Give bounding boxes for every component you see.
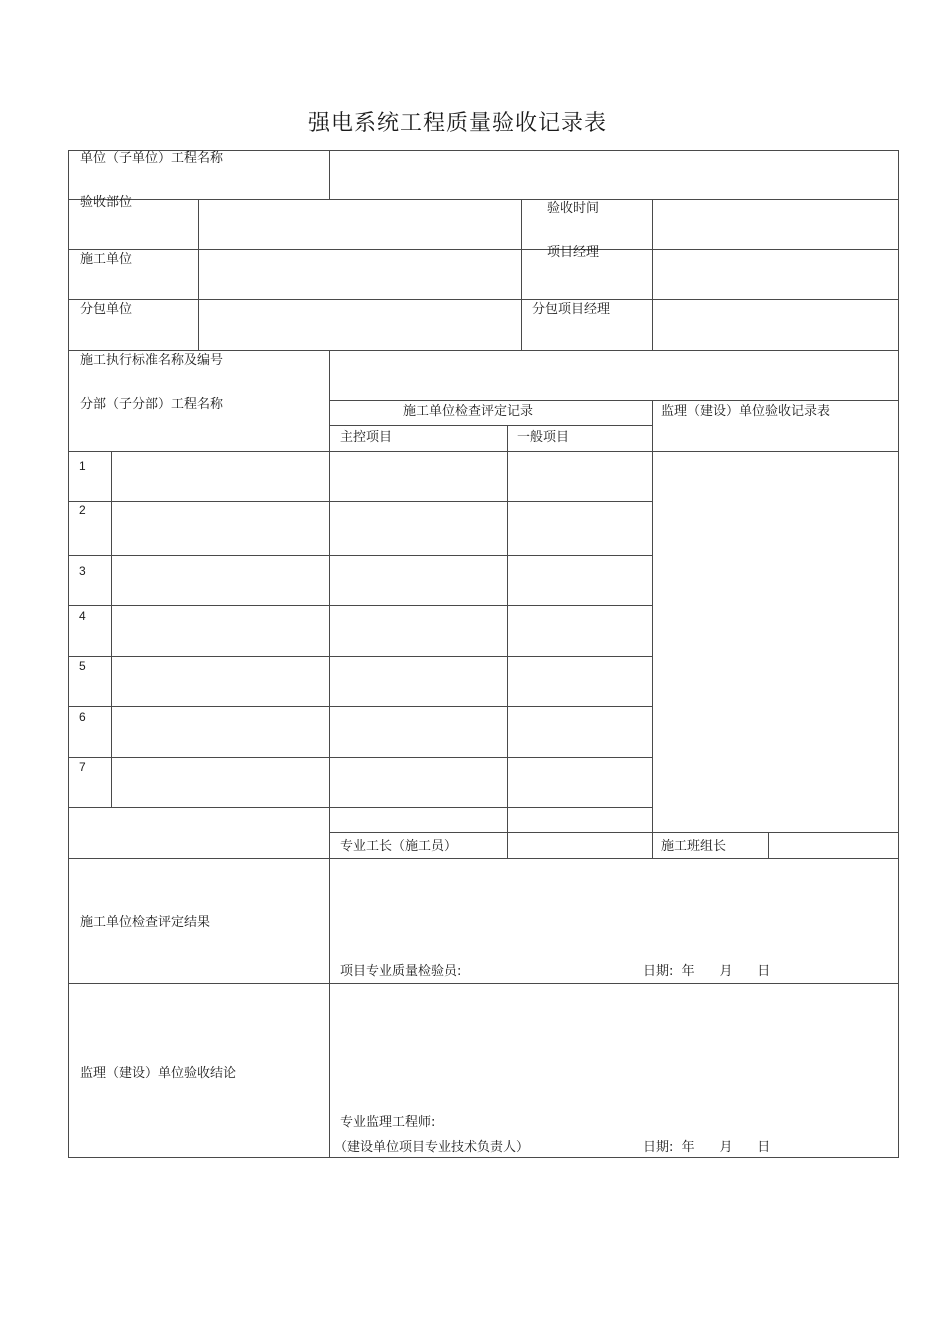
- label-construction-check-record: 施工单位检查评定记录: [403, 404, 534, 419]
- table-rule: [68, 706, 653, 707]
- row-number: 7: [79, 760, 86, 774]
- table-rule: [68, 555, 653, 556]
- table-rule: [68, 350, 899, 351]
- table-rule: [68, 501, 653, 502]
- table-rule: [68, 605, 653, 606]
- table-rule: [652, 400, 653, 452]
- table-rule: [330, 832, 899, 833]
- label-construction-result: 施工单位检查评定结果: [80, 915, 211, 930]
- label-quality-inspector: 项目专业质量检验员:: [340, 964, 462, 979]
- table-rule: [68, 1157, 899, 1158]
- table-rule: [68, 656, 653, 657]
- label-acceptance-time: 验收时间: [547, 201, 600, 216]
- construction-unit-field[interactable]: [200, 251, 520, 298]
- table-rule: [329, 150, 330, 200]
- acceptance-part-field[interactable]: [200, 201, 520, 248]
- label-subcontract-unit: 分包单位: [80, 302, 133, 317]
- table-rule: [68, 807, 653, 808]
- table-rule: [507, 425, 508, 859]
- unit-name-field[interactable]: [331, 152, 897, 198]
- table-rule: [68, 451, 899, 452]
- table-rule: [68, 983, 899, 984]
- row-number: 1: [79, 459, 86, 473]
- form-title: 强电系统工程质量验收记录表: [307, 111, 607, 136]
- foreman-field[interactable]: [509, 834, 651, 857]
- table-rule: [329, 350, 330, 1158]
- construction-result-field[interactable]: [331, 860, 897, 955]
- table-rule: [68, 757, 653, 758]
- label-project-manager: 项目经理: [547, 245, 600, 260]
- table-rule: [68, 150, 69, 1158]
- table-rule: [68, 858, 899, 859]
- table-rule: [68, 249, 899, 250]
- label-general-items: 一般项目: [517, 430, 570, 445]
- label-date-1: 日期: 年 月 日: [643, 964, 771, 979]
- team-leader-field[interactable]: [770, 834, 897, 857]
- label-date-2: 日期: 年 月 日: [643, 1140, 771, 1155]
- subcontract-manager-field[interactable]: [654, 301, 897, 349]
- label-acceptance-part: 验收部位: [80, 195, 133, 210]
- standard-name-field[interactable]: [331, 352, 897, 399]
- subcontract-unit-field[interactable]: [200, 301, 520, 349]
- table-rule: [68, 299, 899, 300]
- label-team-leader: 施工班组长: [661, 839, 727, 854]
- label-main-items: 主控项目: [340, 430, 393, 445]
- label-supervision-conclusion: 监理（建设）单位验收结论: [80, 1066, 237, 1081]
- row-number: 3: [79, 564, 86, 578]
- label-construction-unit: 施工单位: [80, 252, 133, 267]
- table-rule: [768, 832, 769, 859]
- table-rule: [652, 199, 653, 351]
- row-number: 5: [79, 659, 86, 673]
- label-supervision-record: 监理（建设）单位验收记录表: [661, 404, 831, 419]
- row-number: 4: [79, 609, 86, 623]
- row-number: 2: [79, 503, 86, 517]
- label-owner-tech-lead: （建设单位项目专业技术负责人）: [334, 1140, 530, 1155]
- acceptance-time-field[interactable]: [654, 201, 897, 248]
- row-number: 6: [79, 710, 86, 724]
- label-unit-name: 单位（子单位）工程名称: [80, 151, 224, 166]
- label-standard-name: 施工执行标准名称及编号: [80, 353, 224, 368]
- table-rule: [111, 451, 112, 808]
- supervision-record-field[interactable]: [654, 453, 897, 831]
- table-rule: [330, 425, 653, 426]
- table-rule: [68, 199, 899, 200]
- label-subcontract-manager: 分包项目经理: [532, 302, 611, 317]
- label-foreman: 专业工长（施工员）: [340, 839, 458, 854]
- table-rule: [521, 199, 522, 351]
- supervision-conclusion-field[interactable]: [331, 985, 897, 1110]
- label-subdivision-name: 分部（子分部）工程名称: [80, 397, 224, 412]
- table-rule: [652, 451, 653, 859]
- table-rule: [198, 199, 199, 351]
- project-manager-field[interactable]: [654, 251, 897, 298]
- table-rule: [898, 150, 899, 1158]
- table-rule: [330, 400, 899, 401]
- label-supervision-engineer: 专业监理工程师:: [340, 1115, 436, 1130]
